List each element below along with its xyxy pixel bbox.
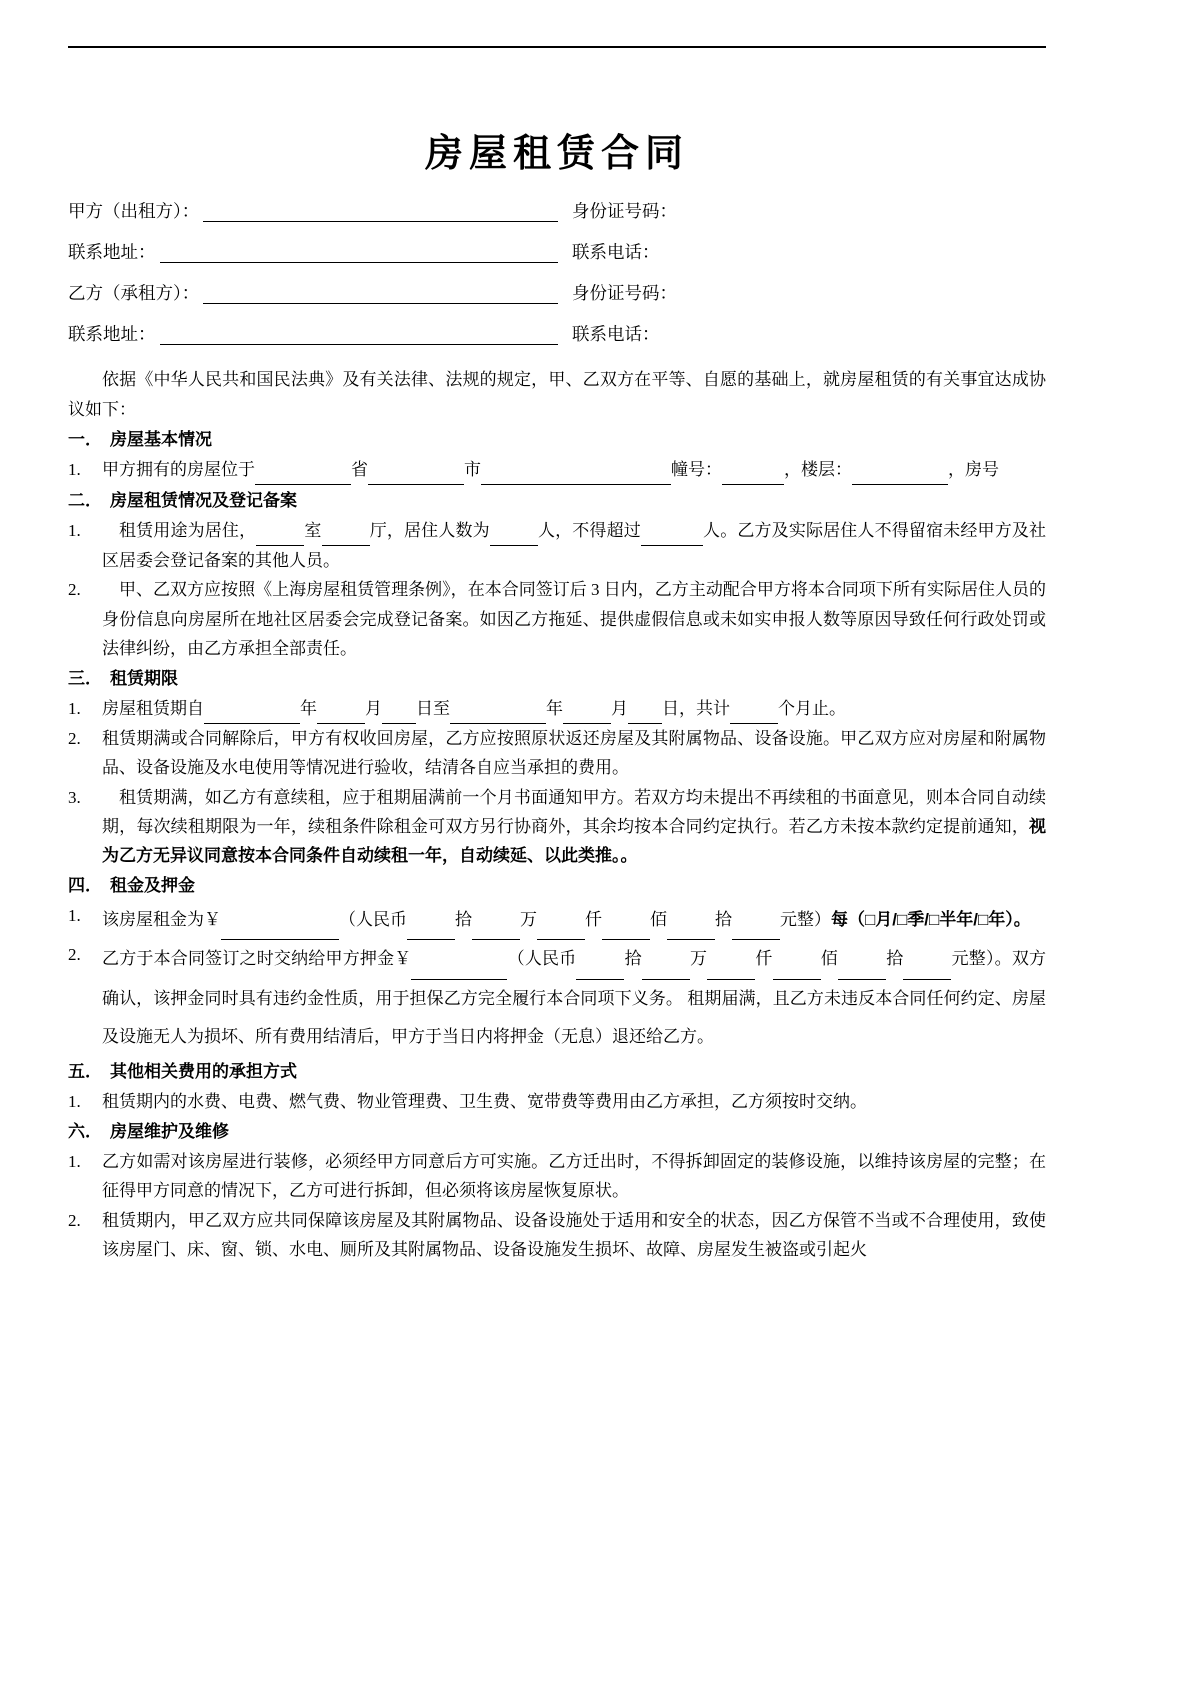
- clause-text-run: 佰: [650, 910, 667, 930]
- clause-text-run: 拾: [455, 910, 472, 930]
- section-number: 五．: [68, 1062, 102, 1082]
- clause-item: [68, 516, 1046, 575]
- section-number: 二．: [68, 490, 102, 510]
- fill-in-blank[interactable]: [255, 455, 351, 485]
- party-label: 甲方（出租方）：: [68, 201, 200, 222]
- clause-text-run: 月: [365, 698, 382, 718]
- party-right-label: 身份证号码：: [572, 283, 677, 304]
- clause-text-run: ，楼层：: [784, 459, 852, 479]
- clause-text-run: 室: [304, 520, 322, 540]
- party-value-field[interactable]: [203, 204, 558, 222]
- fill-in-blank[interactable]: [576, 940, 624, 979]
- fill-in-blank[interactable]: [472, 901, 520, 940]
- fill-in-blank[interactable]: [641, 516, 703, 546]
- clause-text-run: 租赁用途为居住，: [119, 520, 257, 540]
- clause-item: [68, 1087, 1046, 1116]
- clause-item: [68, 455, 1046, 485]
- section-heading: [68, 665, 1046, 694]
- emphasis-text: 每（□月/□季/□半年/□年）。: [831, 910, 1031, 930]
- fill-in-blank[interactable]: [903, 940, 951, 979]
- section-title: 房屋基本情况: [110, 429, 212, 449]
- clause-text-run: 市: [464, 459, 481, 479]
- clause-item: [68, 1206, 1046, 1264]
- section-title: 房屋租赁情况及登记备案: [110, 490, 297, 510]
- clause-text-run: 人。乙方及实际居住人不得留宿未经甲方及社区居委会登记备案的其他人员。: [102, 520, 1047, 571]
- clause-text-run: 仟: [585, 910, 602, 930]
- clause-text-run: 仟: [755, 949, 773, 969]
- fill-in-blank[interactable]: [730, 694, 778, 724]
- party-label: 联系地址：: [68, 324, 156, 345]
- fill-in-blank[interactable]: [322, 516, 370, 546]
- clause-text-run: 人，不得超过: [537, 520, 641, 540]
- clause-text-run: 租赁期满，如乙方有意续租，应于租期届满前一个月书面通知甲方。若双方均未提出不再续租的书面意见，则本合同自动续期，每次续租期限为一年，续租条件除租金可双方另行协商外，其余均按本合同约定执行。若乙方未按本款约定提前通知，: [102, 787, 1046, 836]
- fill-in-blank[interactable]: [221, 901, 339, 940]
- clause-text-run: 年: [546, 698, 563, 718]
- clause-number: 2.: [68, 729, 81, 749]
- section-title: 租金及押金: [110, 876, 195, 896]
- clause-text-run: 该房屋租金为￥: [102, 910, 221, 930]
- clause-number: 1.: [68, 1152, 81, 1172]
- fill-in-blank[interactable]: [773, 940, 821, 979]
- section-number: 三．: [68, 669, 102, 689]
- party-left-group: [68, 283, 558, 304]
- clause-text-run: 日至: [416, 698, 450, 718]
- fill-in-blank[interactable]: [628, 694, 662, 724]
- clause-text: [102, 455, 1046, 485]
- clause-text-run: 幢号：: [671, 459, 722, 479]
- fill-in-blank[interactable]: [732, 901, 780, 940]
- fill-in-blank[interactable]: [490, 516, 538, 546]
- fill-in-blank[interactable]: [317, 694, 365, 724]
- clause-text-run: 房屋租赁期自: [102, 698, 204, 718]
- fill-in-blank[interactable]: [537, 901, 585, 940]
- clause-number: 1.: [68, 906, 81, 926]
- clause-text-run: （人民币: [339, 910, 407, 930]
- section-heading: [68, 426, 1046, 455]
- clause-text-run: 厅，居住人数为: [369, 520, 490, 540]
- clause-text-run: 月: [611, 698, 628, 718]
- party-row: [68, 201, 1046, 222]
- party-information-block: [68, 201, 1046, 345]
- fill-in-blank[interactable]: [667, 901, 715, 940]
- party-right-label: 身份证号码：: [572, 201, 677, 222]
- clause-number: 1.: [68, 1092, 81, 1112]
- clause-text-run: 甲、乙双方应按照《上海房屋租赁管理条例》，在本合同签订后 3 日内，乙方主动配合甲方将本合同项下所有实际居住人员的身份信息向房屋所在地社区居委会完成登记备案。如因乙方拖延、提供虚假信息或未如实申报人数等原因导致任何行政处罚或法律纠纷，由乙方承担全部责任。: [102, 580, 1046, 658]
- fill-in-blank[interactable]: [707, 940, 755, 979]
- fill-in-blank[interactable]: [204, 694, 300, 724]
- clause-text: [102, 1147, 1046, 1205]
- section-heading: [68, 487, 1046, 516]
- party-right-label: 联系电话：: [572, 324, 660, 345]
- section-title: 其他相关费用的承担方式: [110, 1062, 297, 1082]
- fill-in-blank[interactable]: [481, 455, 671, 485]
- clause-text-run: 租赁期内的水费、电费、燃气费、物业管理费、卫生费、宽带费等费用由乙方承担，乙方须按时交纳。: [102, 1092, 867, 1112]
- clause-item: [68, 901, 1046, 940]
- clause-text: [102, 783, 1046, 871]
- fill-in-blank[interactable]: [407, 901, 455, 940]
- clause-number: 1.: [68, 698, 81, 718]
- clause-text: [102, 901, 1046, 940]
- clause-item: [68, 694, 1046, 724]
- fill-in-blank[interactable]: [368, 455, 464, 485]
- clause-text-run: 个月止。: [778, 698, 846, 718]
- clause-text-run: 租赁期满或合同解除后，甲方有权收回房屋，乙方应按照原状返还房屋及其附属物品、设备设施。甲乙双方应对房屋和附属物品、设备设施及水电使用等情况进行验收，结清各自应当承担的费用。: [102, 729, 1046, 778]
- clause-text-run: 万: [520, 910, 537, 930]
- party-value-field[interactable]: [203, 286, 558, 304]
- clause-text-run: 甲方拥有的房屋位于: [102, 459, 255, 479]
- clause-text: [102, 1206, 1046, 1264]
- section-number: 一．: [68, 429, 102, 449]
- clause-text-run: ，房号: [948, 459, 999, 479]
- clause-text-run: 省: [351, 459, 368, 479]
- clause-text: [102, 516, 1046, 575]
- party-row: [68, 324, 1046, 345]
- section-number: 六．: [68, 1122, 102, 1142]
- clause-text-run: 年: [300, 698, 317, 718]
- clause-text-run: （人民币: [507, 949, 577, 969]
- clause-text-run: 租赁期内，甲乙双方应共同保障该房屋及其附属物品、设备设施处于适用和安全的状态，因乙方保管不当或不合理使用，致使该房屋门、床、窗、锁、水电、厕所及其附属物品、设备设施发生损坏、故障、房屋发生被盗或引起火: [102, 1210, 1046, 1259]
- party-label: 联系地址：: [68, 242, 156, 263]
- fill-in-blank[interactable]: [256, 516, 304, 546]
- clause-item: [68, 783, 1046, 871]
- party-left-group: [68, 324, 558, 345]
- fill-in-blank[interactable]: [450, 694, 546, 724]
- sections-container: [68, 426, 1046, 1264]
- section-heading: [68, 1118, 1046, 1147]
- clause-text: [102, 724, 1046, 782]
- fill-in-blank[interactable]: [382, 694, 416, 724]
- clause-item: [68, 724, 1046, 782]
- party-left-group: [68, 242, 558, 263]
- clause-text-run: 乙方如需对该房屋进行装修，必须经甲方同意后方可实施。乙方迁出时，不得拆卸固定的装修设施，以维持该房屋的完整；在征得甲方同意的情况下，乙方可进行拆卸，但必须将该房屋恢复原状。: [102, 1152, 1046, 1201]
- clause-text-run: 乙方于本合同签订之时交纳给甲方押金￥: [102, 949, 412, 969]
- page-title: 房屋租赁合同: [424, 133, 689, 175]
- emphasis-text: 视为乙方无异议同意按本合同条件自动续租一年，自动续延、以此类推。。: [102, 816, 1046, 866]
- clause-item: [68, 940, 1046, 1056]
- party-label: 乙方（承租方）：: [68, 283, 200, 304]
- clause-number: 2.: [68, 1210, 81, 1230]
- section-number: 四．: [68, 876, 102, 896]
- party-row: [68, 242, 1046, 263]
- clause-number: 2.: [68, 945, 81, 965]
- clause-number: 3.: [68, 787, 81, 807]
- clause-item: [68, 575, 1046, 663]
- clause-number: 1.: [68, 520, 81, 540]
- section-title: 房屋维护及维修: [110, 1122, 229, 1142]
- section-title: 租赁期限: [110, 669, 178, 689]
- party-row: [68, 283, 1046, 304]
- clause-text-run: 拾: [624, 949, 642, 969]
- clause-number: 2.: [68, 580, 81, 600]
- clause-text: [102, 694, 1046, 724]
- header-rule: [68, 46, 1046, 48]
- clause-text-run: 元整）: [780, 910, 831, 930]
- clause-text-run: 万: [689, 949, 708, 969]
- clause-text: [102, 1087, 1046, 1116]
- fill-in-blank[interactable]: [411, 940, 507, 979]
- clause-text: [102, 940, 1046, 1056]
- clause-text-run: 日，共计: [662, 698, 730, 718]
- section-heading: [68, 872, 1046, 901]
- fill-in-blank[interactable]: [722, 455, 784, 485]
- fill-in-blank[interactable]: [642, 940, 690, 979]
- fill-in-blank[interactable]: [838, 940, 886, 979]
- document-content: [68, 130, 1046, 1264]
- clause-item: [68, 1147, 1046, 1205]
- party-value-field[interactable]: [160, 327, 559, 345]
- clause-text-run: 拾: [886, 949, 904, 969]
- clause-text-run: 佰: [820, 949, 838, 969]
- clause-text: [102, 575, 1046, 663]
- clause-text-run: 拾: [715, 910, 732, 930]
- party-value-field[interactable]: [160, 245, 559, 263]
- party-right-label: 联系电话：: [572, 242, 660, 263]
- clause-number: 1.: [68, 459, 81, 479]
- clause-text-run: 元整）。双方确认，该押金同时具有违约金性质，用于担保乙方完全履行本合同项下义务。 租期届满，且乙方未违反本合同任何约定、房屋及设施无人为损坏、所有费用结清后，甲方于当日内将押金（无息）退还给乙方。: [102, 949, 1047, 1046]
- fill-in-blank[interactable]: [852, 455, 948, 485]
- fill-in-blank[interactable]: [563, 694, 611, 724]
- party-left-group: [68, 201, 558, 222]
- section-heading: [68, 1058, 1046, 1087]
- intro-paragraph: 依据《中华人民共和国民法典》及有关法律、法规的规定，甲、乙双方在平等、自愿的基础上，就房屋租赁的有关事宜达成协议如下：: [68, 370, 1046, 419]
- fill-in-blank[interactable]: [602, 901, 650, 940]
